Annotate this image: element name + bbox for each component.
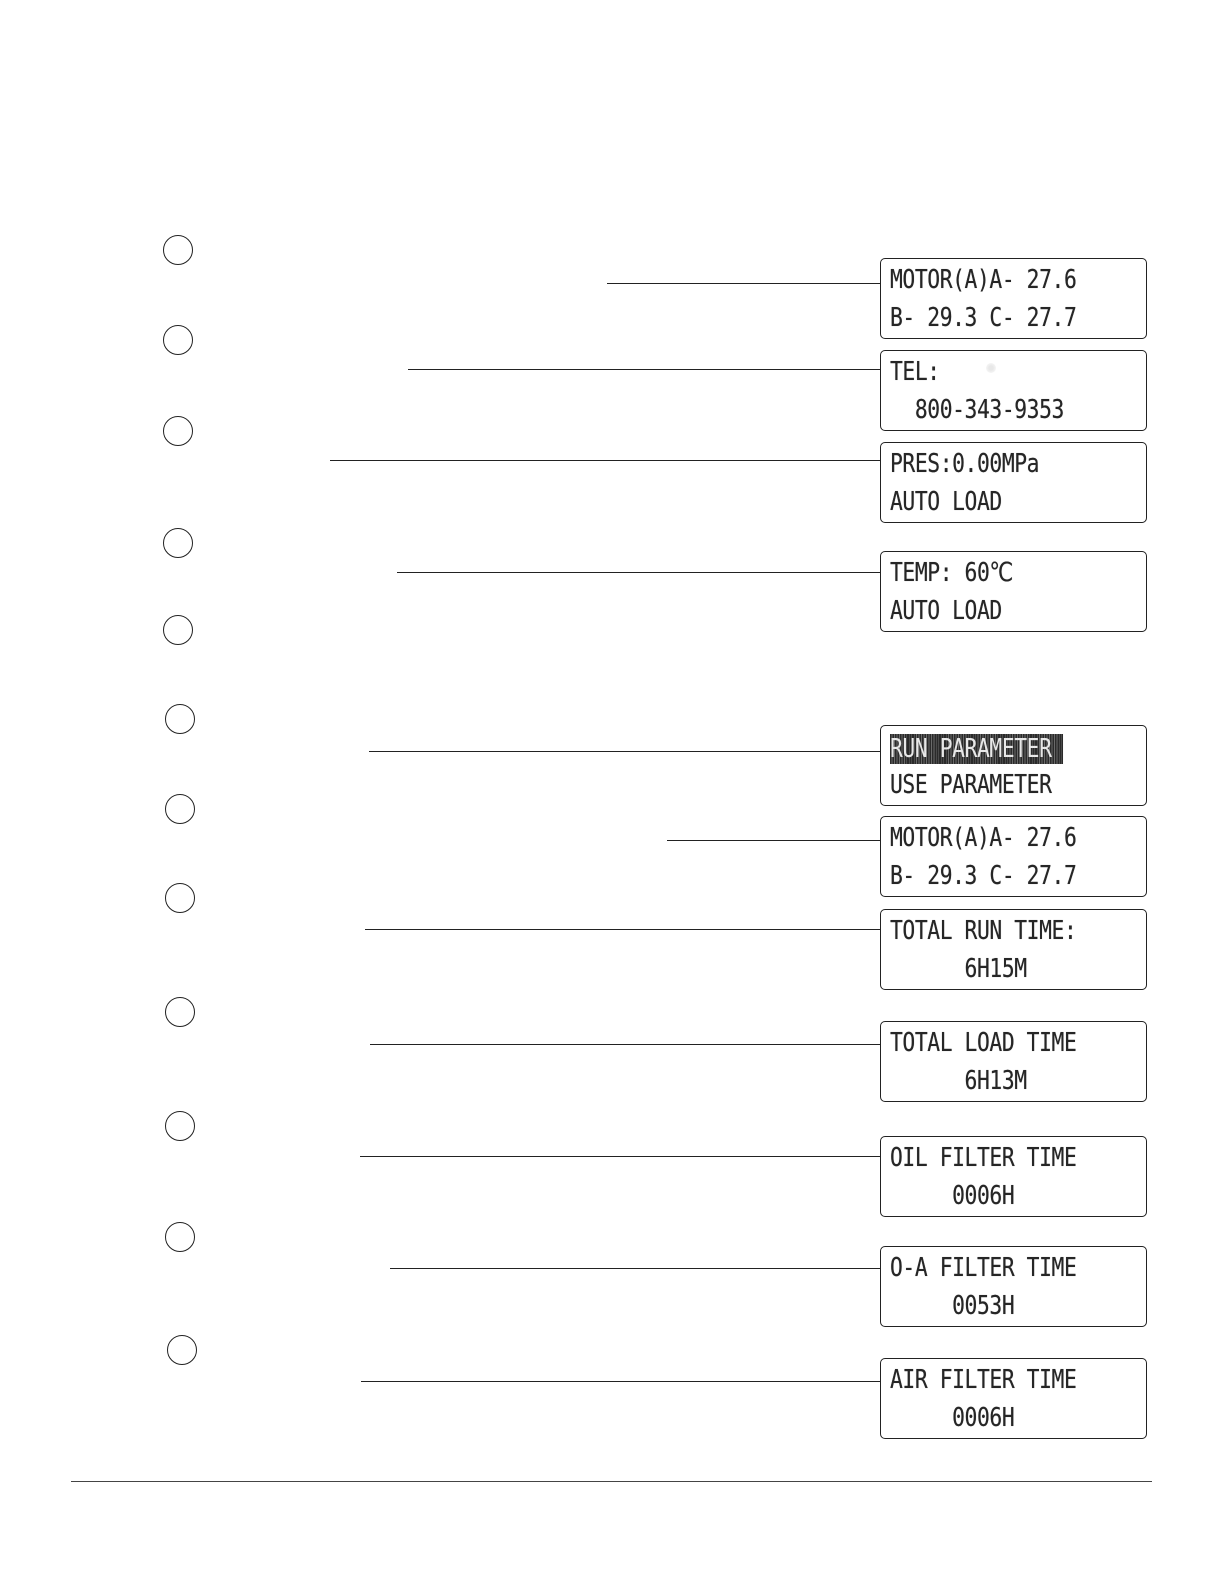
lcd-line: USE PARAMETER — [890, 770, 1052, 800]
lcd-panel-total-run-time — [880, 909, 1147, 990]
lcd-panel-motor-current — [880, 258, 1147, 339]
step-marker-4 — [163, 528, 193, 558]
lcd-line: 0006H — [890, 1181, 1015, 1211]
lcd-line: MOTOR(A)A- 27.6 — [890, 823, 1077, 853]
step-marker-7 — [165, 794, 195, 824]
lcd-line: TEMP: 60℃ — [890, 558, 1013, 588]
leader-line-6 — [667, 840, 880, 841]
lcd-line: 0053H — [890, 1291, 1015, 1321]
lcd-panel-temperature — [880, 551, 1147, 632]
leader-line-11 — [361, 1381, 880, 1382]
leader-line-2 — [408, 369, 880, 370]
lcd-line: 6H13M — [890, 1066, 1027, 1096]
lcd-line-selected: RUN PARAMETER — [890, 734, 1063, 764]
lcd-panel-telephone — [880, 350, 1147, 431]
step-marker-5 — [163, 615, 193, 645]
leader-line-7 — [365, 929, 880, 930]
lcd-line: AUTO LOAD — [890, 596, 1002, 626]
lcd-line: OIL FILTER TIME — [890, 1143, 1077, 1173]
leader-line-4 — [397, 572, 880, 573]
lcd-line: MOTOR(A)A- 27.6 — [890, 265, 1077, 295]
lcd-panel-oil-filter-time — [880, 1136, 1147, 1217]
lcd-line: B- 29.3 C- 27.7 — [890, 303, 1077, 333]
lcd-panel-air-filter-time — [880, 1358, 1147, 1439]
step-marker-10 — [165, 1111, 195, 1141]
lcd-panel-motor-current-2 — [880, 816, 1147, 897]
lcd-glare-dot — [986, 363, 996, 373]
lcd-line: PRES:0.00MPa — [890, 449, 1040, 479]
lcd-panel-total-load-time — [880, 1021, 1147, 1102]
lcd-panel-pressure — [880, 442, 1147, 523]
lcd-line: TOTAL RUN TIME: — [890, 916, 1077, 946]
leader-line-5 — [369, 751, 880, 752]
lcd-line: B- 29.3 C- 27.7 — [890, 861, 1077, 891]
leader-line-10 — [390, 1268, 880, 1269]
lcd-line: AIR FILTER TIME — [890, 1365, 1077, 1395]
footer-divider — [71, 1481, 1152, 1482]
leader-line-8 — [370, 1044, 880, 1045]
lcd-panel-parameter-menu — [880, 725, 1147, 806]
step-marker-9 — [165, 997, 195, 1027]
leader-line-3 — [330, 460, 880, 461]
lcd-line: 800-343-9353 — [890, 395, 1064, 425]
step-marker-1 — [163, 235, 193, 265]
leader-line-1 — [607, 283, 880, 284]
lcd-line: AUTO LOAD — [890, 487, 1002, 517]
step-marker-8 — [165, 883, 195, 913]
step-marker-11 — [165, 1222, 195, 1252]
lcd-line: 6H15M — [890, 954, 1027, 984]
lcd-panel-oa-filter-time — [880, 1246, 1147, 1327]
step-marker-6 — [165, 704, 195, 734]
step-marker-3 — [163, 416, 193, 446]
lcd-line: 0006H — [890, 1403, 1015, 1433]
leader-line-9 — [360, 1156, 880, 1157]
step-marker-2 — [163, 325, 193, 355]
step-marker-12 — [167, 1335, 197, 1365]
lcd-line: TOTAL LOAD TIME — [890, 1028, 1077, 1058]
lcd-line: TEL: — [890, 357, 940, 387]
lcd-line: O-A FILTER TIME — [890, 1253, 1077, 1283]
